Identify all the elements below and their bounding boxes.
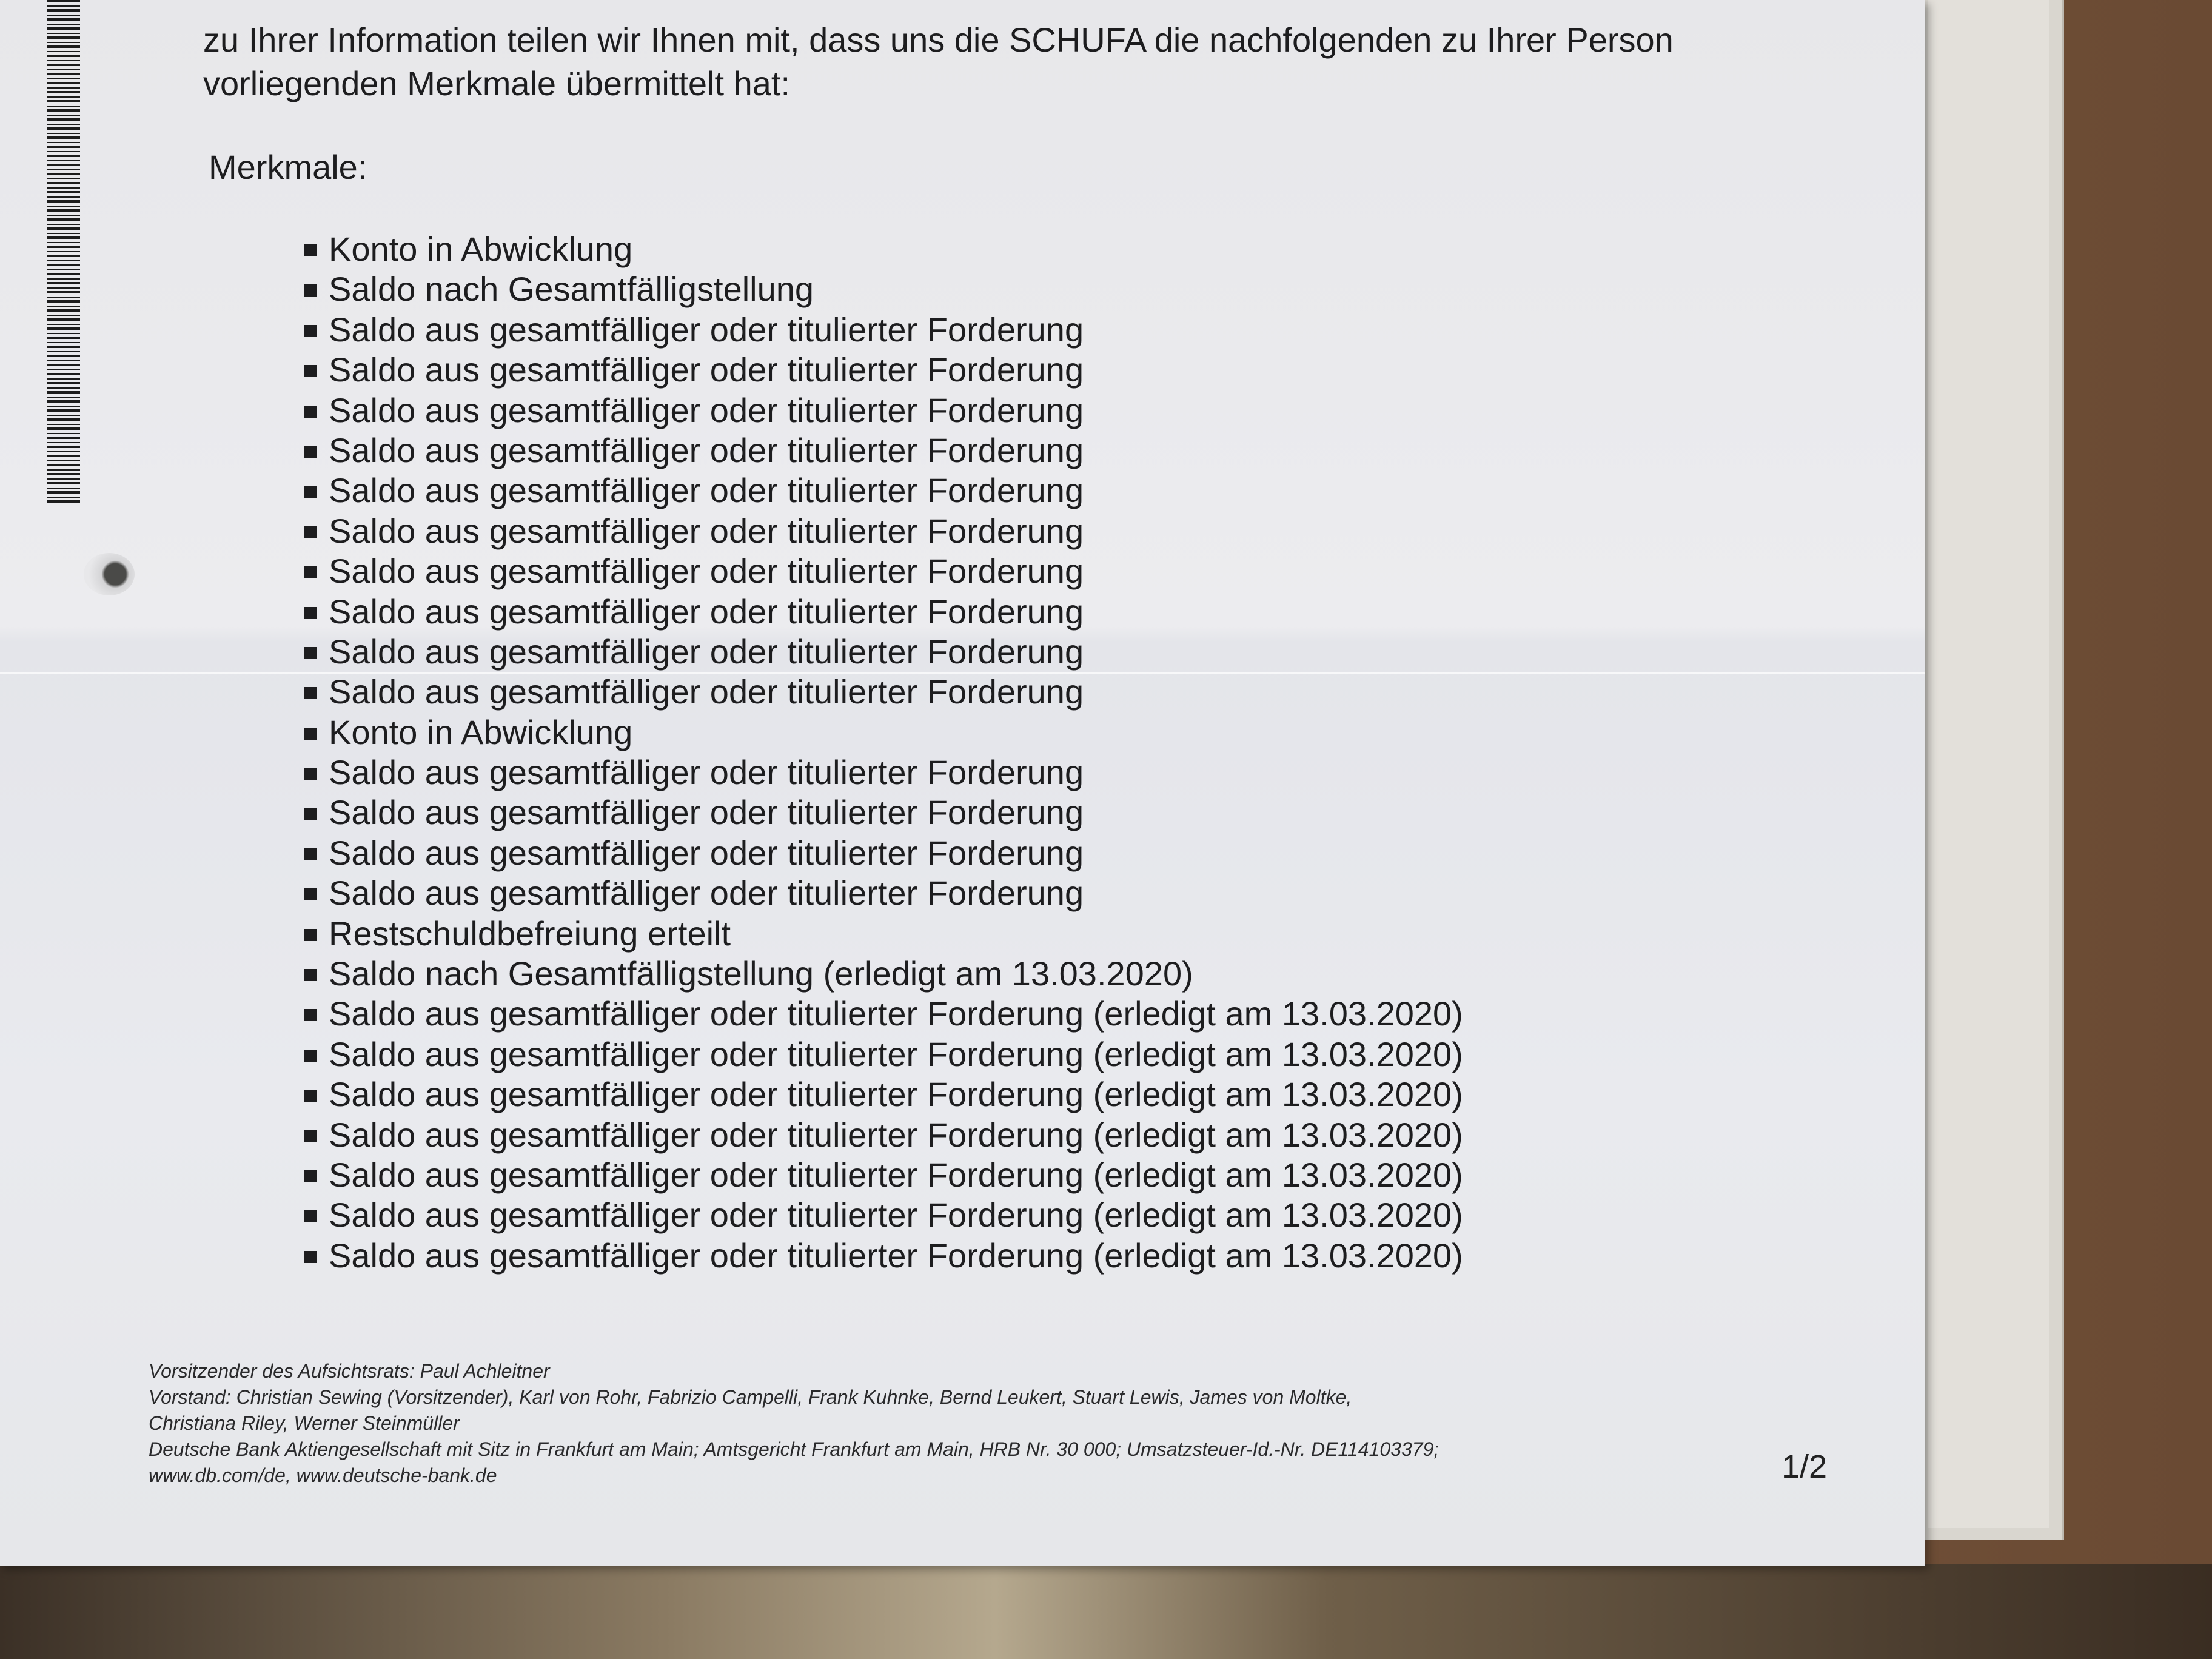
page-number: 1/2 [1781,1449,1828,1485]
list-item [297,1236,1463,1276]
list-item-text: Konto in Abwicklung [329,230,633,268]
list-item [297,390,1463,431]
letter-footer [149,1358,1543,1489]
list-item [297,551,1463,591]
bullet-icon [304,406,317,418]
list-item-text: Saldo aus gesamtfälliger oder titulierter Forderung [329,632,1084,671]
bullet-icon [304,848,317,860]
bullet-icon [304,929,317,941]
bullet-icon [304,486,317,498]
bullet-icon [304,1251,317,1263]
list-item [297,350,1463,390]
bullet-icon [304,446,317,458]
list-item [297,1115,1463,1155]
list-item-text: Saldo aus gesamtfälliger oder titulierter Forderung [329,350,1084,389]
list-item-text: Saldo aus gesamtfälliger oder titulierter Forderung (erledigt am 13.03.2020) [329,994,1463,1033]
bullet-icon [304,1130,317,1142]
list-item [297,1034,1463,1074]
list-item-text: Saldo aus gesamtfälliger oder titulierter Forderung [329,833,1084,872]
list-item [297,833,1463,873]
list-item-text: Saldo aus gesamtfälliger oder titulierter Forderung [329,511,1084,550]
list-item-text: Restschuldbefreiung erteilt [329,914,731,953]
list-item-text: Saldo aus gesamtfälliger oder titulierter Forderung (erledigt am 13.03.2020) [329,1115,1463,1154]
list-item-text: Konto in Abwicklung [329,712,633,751]
list-item [297,1074,1463,1114]
list-item [297,712,1463,752]
list-item-text: Saldo aus gesamtfälliger oder titulierter Forderung [329,874,1084,913]
list-item [297,471,1463,511]
list-item [297,632,1463,672]
bullet-icon [304,969,317,981]
bullet-icon [304,526,317,538]
intro-paragraph [203,18,1719,106]
list-item [297,269,1463,309]
list-item-text: Saldo aus gesamtfälliger oder titulierter Forderung [329,310,1084,349]
intro-line: vorliegenden Merkmale übermittelt hat: [203,64,791,102]
punch-hole-icon [84,553,135,595]
background-paper-stack-inner [1928,0,2049,1528]
barcode-icon [47,0,80,503]
footer-web: www.db.com/de, www.deutsche-bank.de [149,1464,497,1486]
footer-chair: Vorsitzender des Aufsichtsrats: Paul Achleitner [149,1360,550,1382]
list-item [297,752,1463,793]
list-item-text: Saldo aus gesamtfälliger oder titulierter Forderung [329,390,1084,429]
bullet-icon [304,647,317,659]
list-item [297,1195,1463,1235]
bullet-icon [304,1009,317,1021]
bullet-icon [304,808,317,820]
list-item-text: Saldo aus gesamtfälliger oder titulierter Forderung [329,592,1084,631]
list-item [297,310,1463,350]
list-item-text: Saldo aus gesamtfälliger oder titulierter Forderung [329,431,1084,469]
footer-company: Deutsche Bank Aktiengesellschaft mit Sitz in Frankfurt am Main; Amtsgericht Frankfurt am Main, HRB Nr. 30 000; Umsatzsteuer-Id.-Nr. DE114103379; [149,1438,1439,1460]
list-item [297,431,1463,471]
bullet-icon [304,888,317,900]
list-item-text: Saldo aus gesamtfälliger oder titulierter Forderung (erledigt am 13.03.2020) [329,1236,1463,1275]
bullet-icon [304,1050,317,1062]
intro-line: zu Ihrer Information teilen wir Ihnen mit, dass uns die SCHUFA die nachfolgenden zu Ihrer Person [203,21,1674,59]
footer-board: Christiana Riley, Werner Steinmüller [149,1412,460,1434]
footer-board: Vorstand: Christian Sewing (Vorsitzender), Karl von Rohr, Fabrizio Campelli, Frank Kuhnke, Bernd Leukert, Stuart Lewis, James von Moltke, [149,1386,1352,1408]
bullet-icon [304,244,317,256]
merkmale-heading: Merkmale: [209,148,367,186]
list-item-text: Saldo aus gesamtfälliger oder titulierter Forderung [329,552,1084,591]
list-item [297,511,1463,551]
merkmale-list [297,229,1463,1276]
bullet-icon [304,687,317,699]
bullet-icon [304,768,317,780]
list-item [297,994,1463,1034]
list-item [297,793,1463,833]
list-item [297,672,1463,712]
list-item [297,592,1463,632]
list-item-text: Saldo nach Gesamtfälligstellung (erledigt am 13.03.2020) [329,954,1193,993]
bullet-icon [304,284,317,297]
bullet-icon [304,1090,317,1102]
list-item-text: Saldo aus gesamtfälliger oder titulierter Forderung [329,672,1084,711]
list-item [297,1155,1463,1195]
list-item-text: Saldo aus gesamtfälliger oder titulierter Forderung (erledigt am 13.03.2020) [329,1155,1463,1194]
list-item-text: Saldo aus gesamtfälliger oder titulierter Forderung (erledigt am 13.03.2020) [329,1075,1463,1114]
list-item [297,873,1463,913]
bullet-icon [304,365,317,377]
list-item [297,954,1463,994]
bullet-icon [304,728,317,740]
list-item-text: Saldo aus gesamtfälliger oder titulierter Forderung (erledigt am 13.03.2020) [329,1034,1463,1073]
list-item [297,229,1463,269]
bullet-icon [304,1170,317,1182]
bullet-icon [304,1210,317,1222]
bullet-icon [304,607,317,619]
list-item-text: Saldo aus gesamtfälliger oder titulierter Forderung [329,753,1084,792]
list-item-text: Saldo aus gesamtfälliger oder titulierter Forderung (erledigt am 13.03.2020) [329,1196,1463,1235]
list-item-text: Saldo aus gesamtfälliger oder titulierter Forderung [329,793,1084,832]
background-floor [0,1564,2212,1659]
list-item [297,914,1463,954]
bullet-icon [304,325,317,337]
list-item-text: Saldo aus gesamtfälliger oder titulierter Forderung [329,471,1084,510]
bullet-icon [304,566,317,578]
list-item-text: Saldo nach Gesamtfälligstellung [329,270,814,309]
